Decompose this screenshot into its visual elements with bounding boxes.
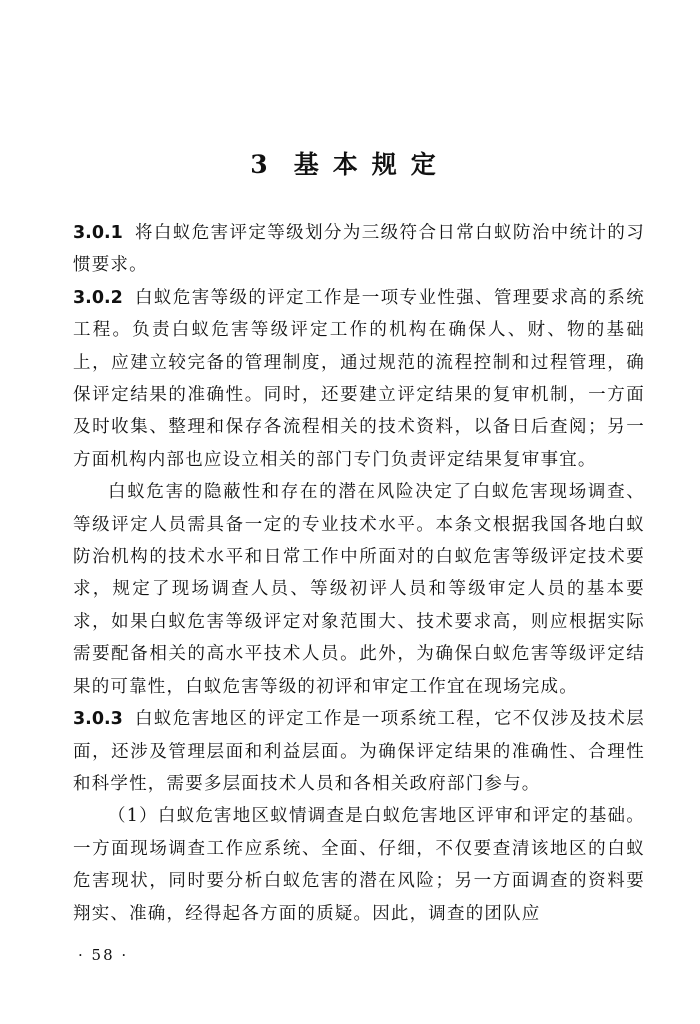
clause-3-0-2 (73, 282, 645, 476)
clause-3-0-1 (73, 217, 645, 282)
clause-3-0-2-paragraph: 白蚁危害的隐蔽性和存在的潜在风险决定了白蚁危害现场调查、等级评定人员需具备一定的专业技术水平。本条文根据我国各地白蚁防治机构的技术水平和日常工作中所面对的白蚁危害等级评定技术要求，规定了现场调查人员、等级初评人员和等级审定人员的基本要求，如果白蚁危害等级评定对象范围大、技术要求高，则应根据实际需要配备相关的高水平技术人员。此外，为确保白蚁危害等级评定结果的可靠性，白蚁危害等级的初评和审定工作宜在现场完成。 (73, 482, 645, 697)
clause-text: 将白蚁危害评定等级划分为三级符合日常白蚁防治中统计的习惯要求。 (73, 223, 645, 276)
clause-text: 白蚁危害地区的评定工作是一项系统工程，它不仅涉及技术层面，还涉及管理层面和利益层面。为确保评定结果的准确性、合理性和科学性，需要多层面技术人员和各相关政府部门参与。 (73, 709, 645, 794)
chapter-title (0, 145, 700, 181)
clause-number: 3.0.1 (73, 223, 123, 243)
page-number: · 58 · (78, 946, 129, 964)
chapter-body (73, 217, 645, 930)
clause-3-0-3-paragraph: （1）白蚁危害地区蚁情调查是白蚁危害地区评审和评定的基础。一方面现场调查工作应系统、全面、仔细，不仅要查清该地区的白蚁危害现状，同时要分析白蚁危害的潜在风险；另一方面调查的资料要翔实、准确，经得起各方面的质疑。因此，调查的团队应 (73, 806, 645, 924)
clause-number: 3.0.3 (73, 709, 123, 730)
clause-text: 白蚁危害等级的评定工作是一项专业性强、管理要求高的系统工程。负责白蚁危害等级评定工作的机构在确保人、财、物的基础上，应建立较完备的管理制度，通过规范的流程控制和过程管理，确保评定结果的准确性。同时，还要建立评定结果的复审机制，一方面及时收集、整理和保存各流程相关的技术资料，以备日后查阅；另一方面机构内部也应设立相关的部门专门负责评定结果复审事宜。 (73, 287, 645, 470)
clause-number: 3.0.2 (73, 287, 123, 308)
clause-3-0-3 (73, 703, 645, 800)
chapter-name: 基本规定 (293, 149, 450, 179)
chapter-number: 3 (250, 149, 268, 179)
